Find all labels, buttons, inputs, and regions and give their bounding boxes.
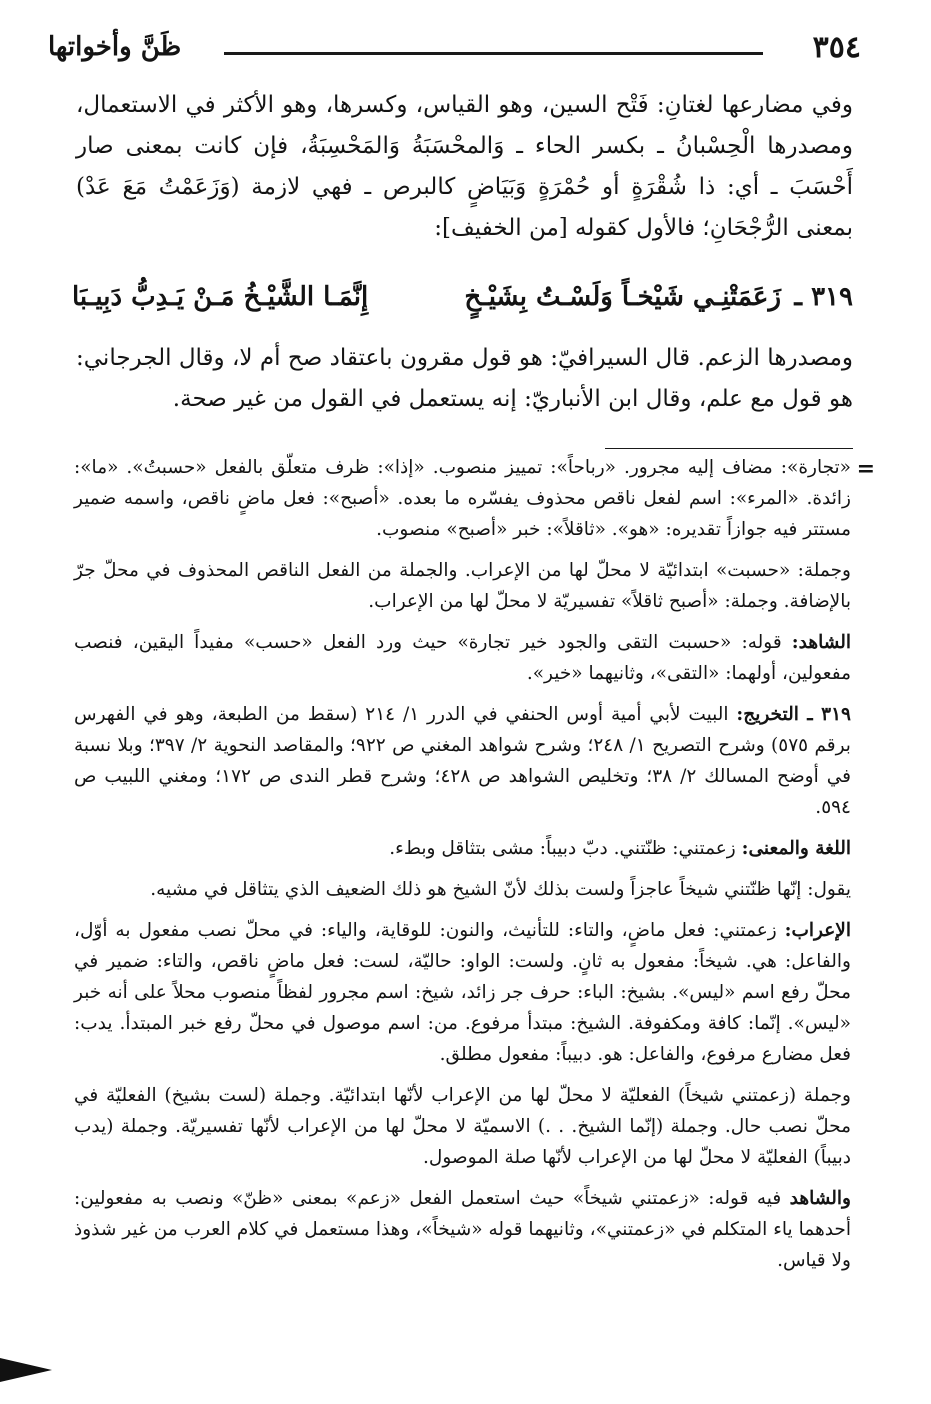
page-number: ٣٥٤ [812,30,861,65]
footnote-text: البيت لأبي أمية أوس الحنفي في الدرر ١/ ٢١٤ (سقط من الطبعة، وهو في الفهرس برقم ٥٧٥) وشرح التصريح ١/ ٢٤٨؛ وشرح شواهد المغني ص ٩٢٢؛ والمقاصد النحوية ٢/ ٣٩٧؛ وبلا نسبة في أوضح المسالك ٢/ ٣٨؛ وتخليص الشواهد ص ٤٢٨؛ وشرح قطر الندى ص ١٧٢؛ ومغني اللبيب ص ٥٩٤. [74,704,851,818]
verse-first-hemistich: زَعَمَتْنِـي شَيْخـاً وَلَسْـتُ بِشَيْـخٍ [464,282,781,312]
footnote-text: زعمتني: ظنّتني. دبّ دبيباً: مشى بتثاقل وبطء. [389,838,736,859]
footnote-text: فيه قوله: «زعمتني شيخاً» حيث استعمل الفعل «زعم» بمعنى «ظنّ» ونصب به مفعولين: أحدهما ياء المتكلم في «زعمتني»، وثانيهما قوله «شيخاً»، وهذا مستعمل في كلام العرب من غير شذوذ ولا قياس. [74,1188,851,1271]
footnote-separator [605,448,853,449]
verse-number: ٣١٩ ـ [794,282,853,312]
footnote-text: «تجارة»: مضاف إليه مجرور. «رباحاً»: تمييز منصوب. «إذا»: ظرف متعلّق بالفعل «حسبتُ». «ما»: زائدة. «المرء»: اسم لفعل ناقص محذوف يفسّره ما بعده. «أصبح»: فعل ماضٍ ناقص، واسمه ضمير مستتر فيه جوازاً تقديره: «هو». «ثاقلاً»: خبر «أصبح» منصوب. [74,457,851,540]
footnote-block [74,627,851,689]
footnote-label: ٣١٩ ـ التخريج: [736,704,851,725]
footnote-block [74,1080,851,1173]
footnote-label: اللغة والمعنى: [741,838,851,859]
footnote-label: الإعراب: [784,920,851,941]
header-rule [224,52,763,55]
footnote-block [74,699,851,823]
footnote-label: الشاهد: [791,632,851,653]
main-paragraph: ومصدرها الزعم. قال السيرافيّ: هو قول مقرون باعتقاد صح أم لا، وقال الجرجاني: هو قول مع علم، وقال ابن الأنباريّ: إنه يستعمل في القول من غير صحة. [76,345,853,412]
main-text [76,85,853,249]
footnote-block [74,452,851,545]
footnote-text: زعمتني: فعل ماضٍ، والتاء: للتأنيث، والنون: للوقاية، والياء: في محلّ نصب مفعول به أوّل، والفاعل: هي. شيخاً: مفعول به ثانٍ. ولست: الواو: حاليّة، لست: فعل ماضٍ ناقص، والتاء: ضمير في محلّ رفع اسم «ليس». بشيخ: الباء: حرف جر زائد، شيخ: اسم مجرور لفظاً منصوب محلاً على أنه خبر «ليس». إنّما: كافة ومكفوفة. الشيخ: مبتدأ مرفوع. من: اسم موصول في محلّ رفع خبر المبتدأ. يدب: فعل مضارع مرفوع، والفاعل: هو. دبيباً: مفعول مطلق. [74,920,851,1065]
footnote-block [74,915,851,1070]
page-header [48,28,861,72]
footnote-continuation-marker: = [856,456,875,482]
footnote-text: وجملة (زعمتني شيخاً) الفعليّة لا محلّ لها من الإعراب لأنّها ابتدائيّة. وجملة (لست بشيخ) الفعليّة في محلّ نصب حال. وجملة (إنّما الشيخ. . .) الاسميّة لا محلّ لها من الإعراب لأنّها تفسيريّة. وجملة (يدب دبيباً) الفعليّة لا محلّ لها من الإعراب لأنّها صلة الموصول. [74,1085,851,1168]
footnotes [74,452,851,1286]
footnote-text: يقول: إنّها ظنّتني شيخاً عاجزاً ولست بذلك لأنّ الشيخ هو ذلك الضعيف الذي يتثاقل في مشيه. [150,879,851,900]
footnote-block [74,874,851,905]
verse-second-hemistich: إِنَّمَـا الشَّيْـخُ مَـنْ يَـدِبُّ دَبِيـبَا [72,282,369,312]
footnote-block [74,833,851,864]
scan-corner-mark [0,1358,52,1382]
running-title: ظَنَّ وأخواتها [48,32,182,62]
main-paragraph: وفي مضارعها لغتانِ: فَتْح السين، وهو القياس، وكسرها، وهو الأكثر في الاستعمال، ومصدرها الْحِسْبانُ ـ بكسر الحاء ـ وَالمحْسَبَةُ وَالمَحْسِبَةُ، فإن كانت بمعنى صار أَحْسَبَ ـ أي: ذا شُقْرَةٍ أو حُمْرَةٍ وَبَيَاضٍ كالبرص ـ فهي لازمة (وَزَعَمْتُ مَعَ عَدْ) بمعنى الرُّجْحَانِ؛ فالأول كقوله [من الخفيف]: [76,92,853,241]
verse-line [72,282,853,322]
footnote-block [74,1183,851,1276]
footnote-text: قوله: «حسبت التقى والجود خير تجارة» حيث ورد الفعل «حسب» مفيداً اليقين، فنصب مفعولين، أولهما: «التقى»، وثانيهما «خير». [74,632,851,684]
footnote-text: وجملة: «حسبت» ابتدائيّة لا محلّ لها من الإعراب. والجملة من الفعل الناقص المحذوف في محلّ جرّ بالإضافة. وجملة: «أصبح ثاقلاً» تفسيريّة لا محلّ لها من الإعراب. [74,560,851,612]
footnote-block [74,555,851,617]
footnote-label: والشاهد [789,1188,851,1209]
main-text-continued [76,338,853,420]
